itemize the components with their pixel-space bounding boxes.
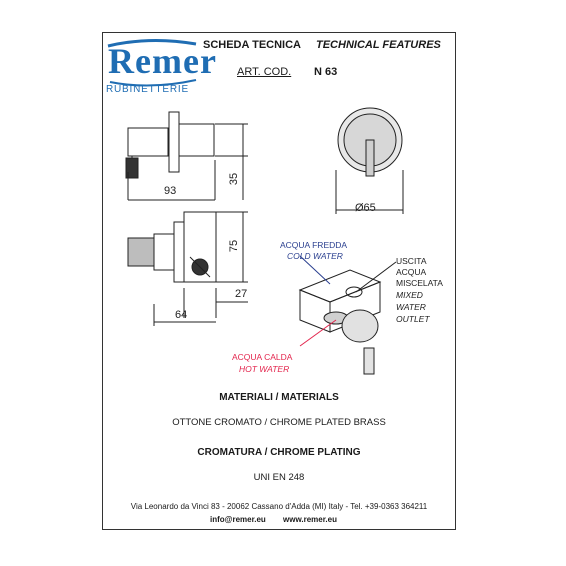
- isometric-view: [300, 256, 396, 374]
- dimension-75: 75: [228, 239, 241, 253]
- article-code: N 63: [314, 66, 338, 78]
- dimension-35: 35: [228, 172, 241, 186]
- plating-title: CROMATURA / CHROME PLATING: [197, 447, 361, 458]
- outlet-label-2: ACQUA: [396, 267, 427, 277]
- title-english: TECHNICAL FEATURES: [316, 39, 441, 51]
- outlet-label-3: MISCELATA: [396, 278, 443, 288]
- cold-water-label-it: ACQUA FREDDA: [280, 240, 348, 250]
- front-round-view: [336, 108, 403, 214]
- cold-water-label-en: COLD WATER: [287, 251, 343, 261]
- company-website: www.remer.eu: [283, 515, 337, 524]
- materials-title: MATERIALI / MATERIALS: [219, 392, 339, 403]
- plating-text: UNI EN 248: [253, 472, 305, 483]
- dimension-27: 27: [235, 288, 248, 300]
- outlet-label-1: USCITA: [396, 256, 427, 266]
- company-email: info@remer.eu: [210, 515, 266, 524]
- dimension-93: 93: [164, 185, 177, 197]
- dimension-64: 64: [175, 309, 188, 321]
- top-side-view: [126, 112, 248, 200]
- hot-water-label-it: ACQUA CALDA: [232, 352, 293, 362]
- dimension-diameter: Ø65: [355, 202, 376, 214]
- logo-subtitle: RUBINETTERIE: [106, 84, 189, 95]
- article-label: ART. COD.: [237, 66, 292, 78]
- outlet-label-6: OUTLET: [396, 314, 430, 324]
- materials-text: OTTONE CROMATO / CHROME PLATED BRASS: [172, 417, 386, 428]
- outlet-label-4: MIXED: [396, 290, 423, 300]
- remer-logo: Remer: [108, 41, 217, 81]
- bottom-side-view: [128, 212, 248, 326]
- company-address: Via Leonardo da Vinci 83 - 20062 Cassano d'Adda (MI) Italy - Tel. +39-0363 364211: [130, 502, 428, 511]
- hot-water-label-en: HOT WATER: [239, 364, 290, 374]
- title-italian: SCHEDA TECNICA: [203, 39, 301, 51]
- outlet-label-5: WATER: [396, 302, 426, 312]
